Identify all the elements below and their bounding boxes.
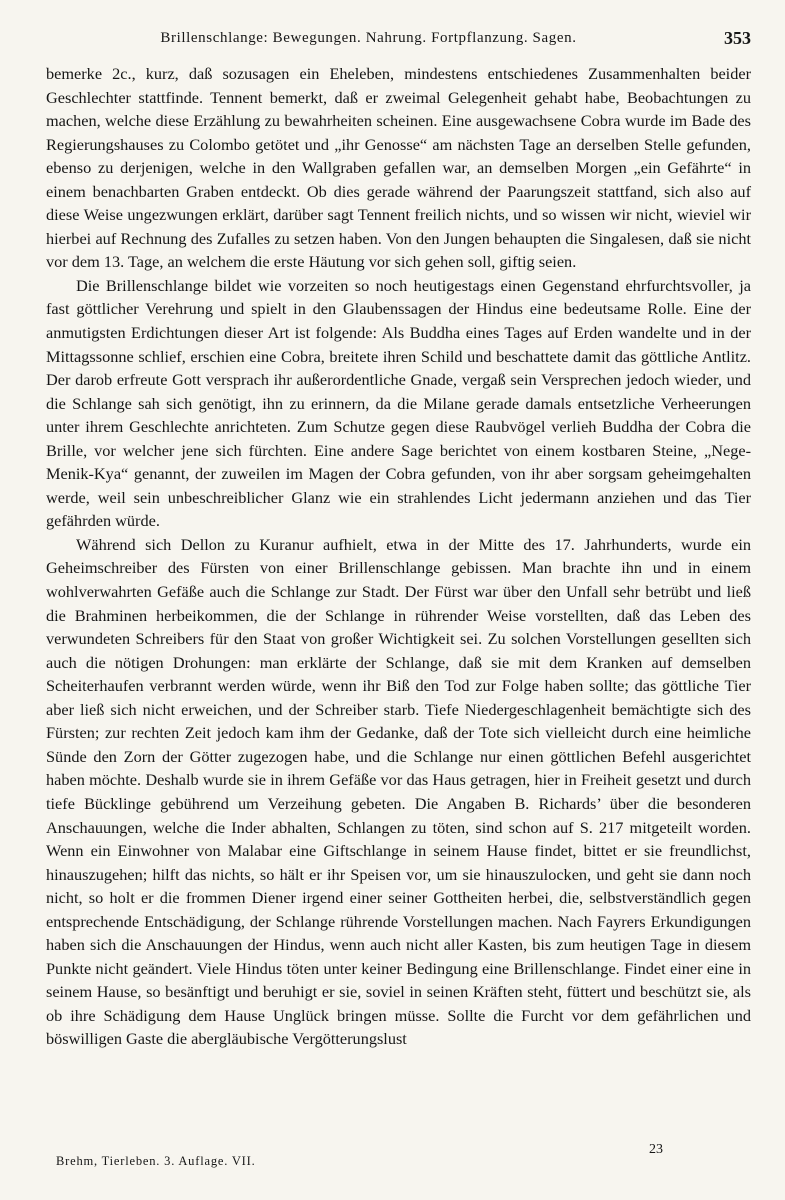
page-number: 353: [724, 28, 751, 48]
body-text: [46, 62, 751, 1051]
page-header: [46, 30, 751, 54]
paragraph-2: Die Brillenschlange bildet wie vorzeiten so noch heutigestags einen Gegenstand ehrfurchtsvoller, ja fast göttlicher Verehrung und spielt in den Glaubenssagen der Hindus eine bedeutsame Rolle. Eine der anmutigsten Erdichtungen dieser Art ist folgende: Als Buddha eines Tages auf Erden wandelte und in der Mittagssonne schlief, erschien eine Cobra, breitete ihren Schild und beschattete damit das göttliche Antlitz. Der darob erfreute Gott versprach ihr außerordentliche Gnade, vergaß sein Versprechen jedoch wieder, und die Schlange sah sich genötigt, ihn zu erinnern, da die Milane gerade damals entsetzliche Verheerungen unter ihrem Geschlechte anrichteten. Zum Schutze gegen diese Raubvögel verlieh Buddha der Cobra die Brille, vor welcher jene sich fürchten. Eine andere Sage berichtet von einem kostbaren Steine, „Nege-Menik-Kya“ genannt, der zuweilen im Magen der Cobra gefunden, von ihr aber sorgsam geheimgehalten werde, weil sein unbeschreiblicher Glanz wie ein strahlendes Licht jedermann anziehen und das Tier gefährden würde.: [46, 275, 751, 531]
paragraph-3: Während sich Dellon zu Kuranur aufhielt, etwa in der Mitte des 17. Jahrhunderts, wurde ein Geheimschreiber des Fürsten von einer Brillenschlange gebissen. Man brachte ihn und in einem wohlverwahrten Gefäße auch die Schlange zur Stadt. Der Fürst war über den Unfall sehr betrübt und ließ die Brahminen herbeikommen, die der Schlange in rührender Weise vorstellten, daß das Leben des verwundeten Schreibers für den Staat von großer Wichtigkeit sei. Zu solchen Vorstellungen gesellten sich auch die nötigen Drohungen: man erklärte der Schlange, daß sie mit dem Kranken auf demselben Scheiterhaufen verbrannt werden würde, wenn ihr Biß den Tod zur Folge haben sollte; das göttliche Tier aber ließ sich nicht erweichen, und der Schreiber starb. Tiefe Niedergeschlagenheit bemächtigte sich des Fürsten; zur rechten Zeit jedoch kam ihm der Gedanke, daß der Tote sich vielleicht durch eine heimliche Sünde den Zorn der Götter zugezogen habe, und die Schlange nur einen göttlichen Befehl ausgerichtet haben möchte. Deshalb wurde sie in ihrem Gefäße vor das Haus getragen, hier in Freiheit gesetzt und durch tiefe Bücklinge gebührend um Verzeihung gebeten. Die Angaben B. Richards’ über die besonderen Anschauungen, welche die Inder abhalten, Schlangen zu töten, sind schon auf S. 217 mitgeteilt worden. Wenn ein Einwohner von Malabar eine Giftschlange in seinem Hause findet, bittet er sie freundlichst, hinauszugehen; hilft das nichts, so hält er ihr Speisen vor, um sie hinauszulocken, und geht sie dann noch nicht, so holt er die frommen Diener irgend einer seiner Gottheiten herbei, die, selbstverständlich gegen entsprechende Entschädigung, der Schlange rührende Vorstellungen machen. Nach Fayrers Erkundigungen haben sich die Anschauungen der Hindus, wenn auch nicht aller Kasten, bis zum heutigen Tage in diesem Punkte nicht geändert. Viele Hindus töten unter keiner Bedingung eine Brillenschlange. Findet einer eine in seinem Hause, so besänftigt und beruhigt er sie, soviel in seinen Kräften steht, füttert und beschützt sie, als ob ihre Schädigung dem Hause Unglück bringen müsse. Sollte die Furcht vor dem gefährlichen und böswilligen Gaste die abergläubische Vergötterungslust: [46, 534, 751, 1049]
paragraph-1: bemerke 2c., kurz, daß sozusagen ein Eheleben, mindestens entschiedenes Zusammenhalten beider Geschlechter stattfinde. Tennent bemerkt, daß er zweimal Gelegenheit gehabt habe, Beobachtungen zu machen, welche diese Erzählung zu bewahrheiten scheinen. Eine ausgewachsene Cobra wurde im Bade des Regierungshauses zu Colombo getötet und „ihr Genosse“ am nächsten Tage an derselben Stelle gefunden, ebenso zu derjenigen, welche in den Wallgraben gefallen war, an demselben Morgen „ein Gefährte“ in einem benachbarten Graben entdeckt. Ob dies gerade während der Paarungszeit stattfand, sich also auf diese Weise ungezwungen erklärt, darüber sagt Tennent freilich nichts, und so wissen wir nicht, wieviel wir hierbei auf Rechnung des Zufalles zu setzen haben. Von den Jungen behaupten die Singalesen, daß sie nicht vor dem 13. Tage, an welchem die erste Häutung vor sich gehen soll, giftig seien.: [46, 64, 751, 272]
signature-mark: 23: [649, 1142, 663, 1157]
page-footer: [46, 1142, 751, 1182]
footer-signature: Brehm, Tierleben. 3. Auflage. VII.: [56, 1154, 256, 1168]
running-head: Brillenschlange: Bewegungen. Nahrung. Fortpflanzung. Sagen.: [160, 30, 577, 46]
